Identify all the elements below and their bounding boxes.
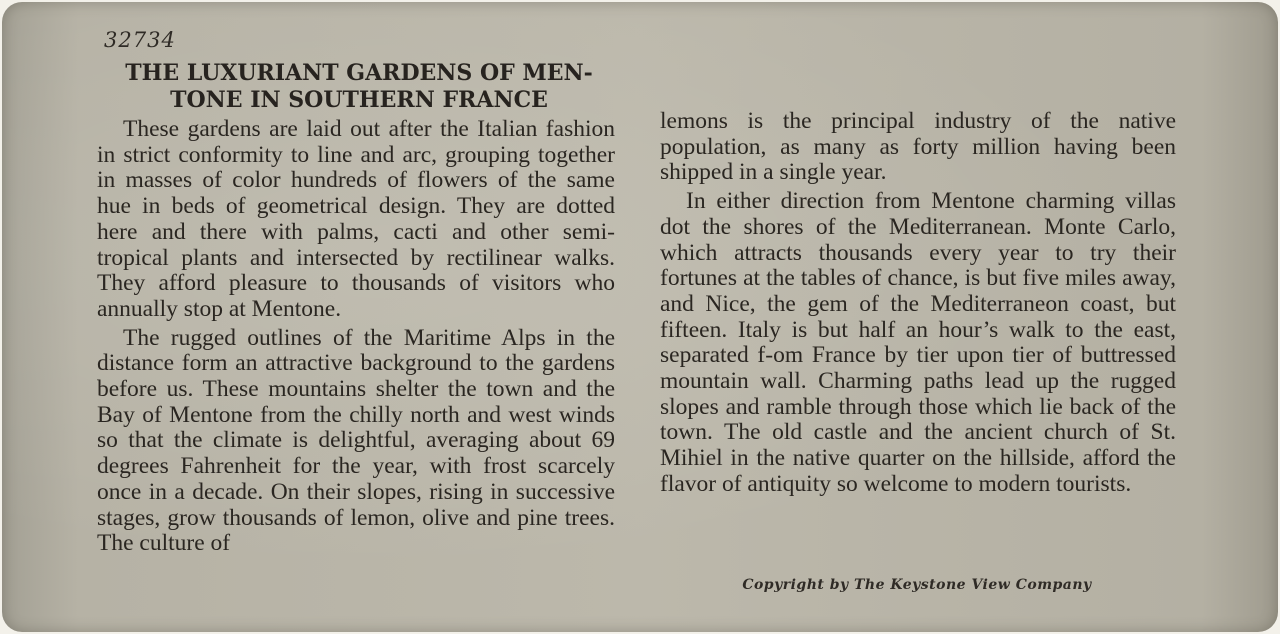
title-line-2: TONE IN SOUTHERN FRANCE (170, 87, 548, 113)
right-paragraph-1: lemons is the principal industry of the native population, as many as forty million having been shipped in a single year. (660, 108, 1176, 186)
left-paragraph-1: These gardens are laid out after the Italian fashion in strict conformity to line and arc, grouping together in masses of color hundreds of flowers of the same hue in beds of geometrical design. They are dotted here and there with palms, cacti and other semi-tropical plants and intersected by rectilinear walks. They afford pleasure to thousands of visitors who annually stop at Mentone. (97, 116, 615, 322)
left-paragraph-2: The rugged outlines of the Maritime Alps in the distance form an attractive background to the gardens before us. These mountains shelter the town and the Bay of Mentone from the chilly north and west winds so that the climate is delightful, averaging about 69 degrees Fahrenheit for the year, with frost scarcely once in a decade. On their slopes, rising in successive stages, grow thousands of lemon, olive and pine trees. The culture of (97, 324, 615, 557)
right-text-column (660, 109, 1176, 501)
right-paragraph-2: In either direction from Mentone charming villas dot the shores of the Mediterranean. Monte Carlo, which attracts thousands every year to try their fortunes at the tables of chance, is but five miles away, and Nice, the gem of the Mediterraneon coast, but fifteen. Italy is but half an hour’s walk to the east, separated f‑om France by tier upon tier of buttressed mountain wall. Charming paths lead up the rugged slopes and ramble through those which lie back of the town. The old castle and the ancient church of St. Mihiel in the native quarter on the hillside, afford the flavor of antiquity so welcome to modern tourists. (660, 188, 1176, 497)
stereoview-card-back (2, 2, 1278, 632)
copyright-line: Copyright by The Keystone View Company (742, 577, 1092, 593)
left-text-column (97, 117, 615, 560)
serial-number: 32734 (104, 28, 176, 52)
card-title (94, 60, 624, 114)
title-line-1: THE LUXURIANT GARDENS OF MEN- (125, 60, 593, 86)
